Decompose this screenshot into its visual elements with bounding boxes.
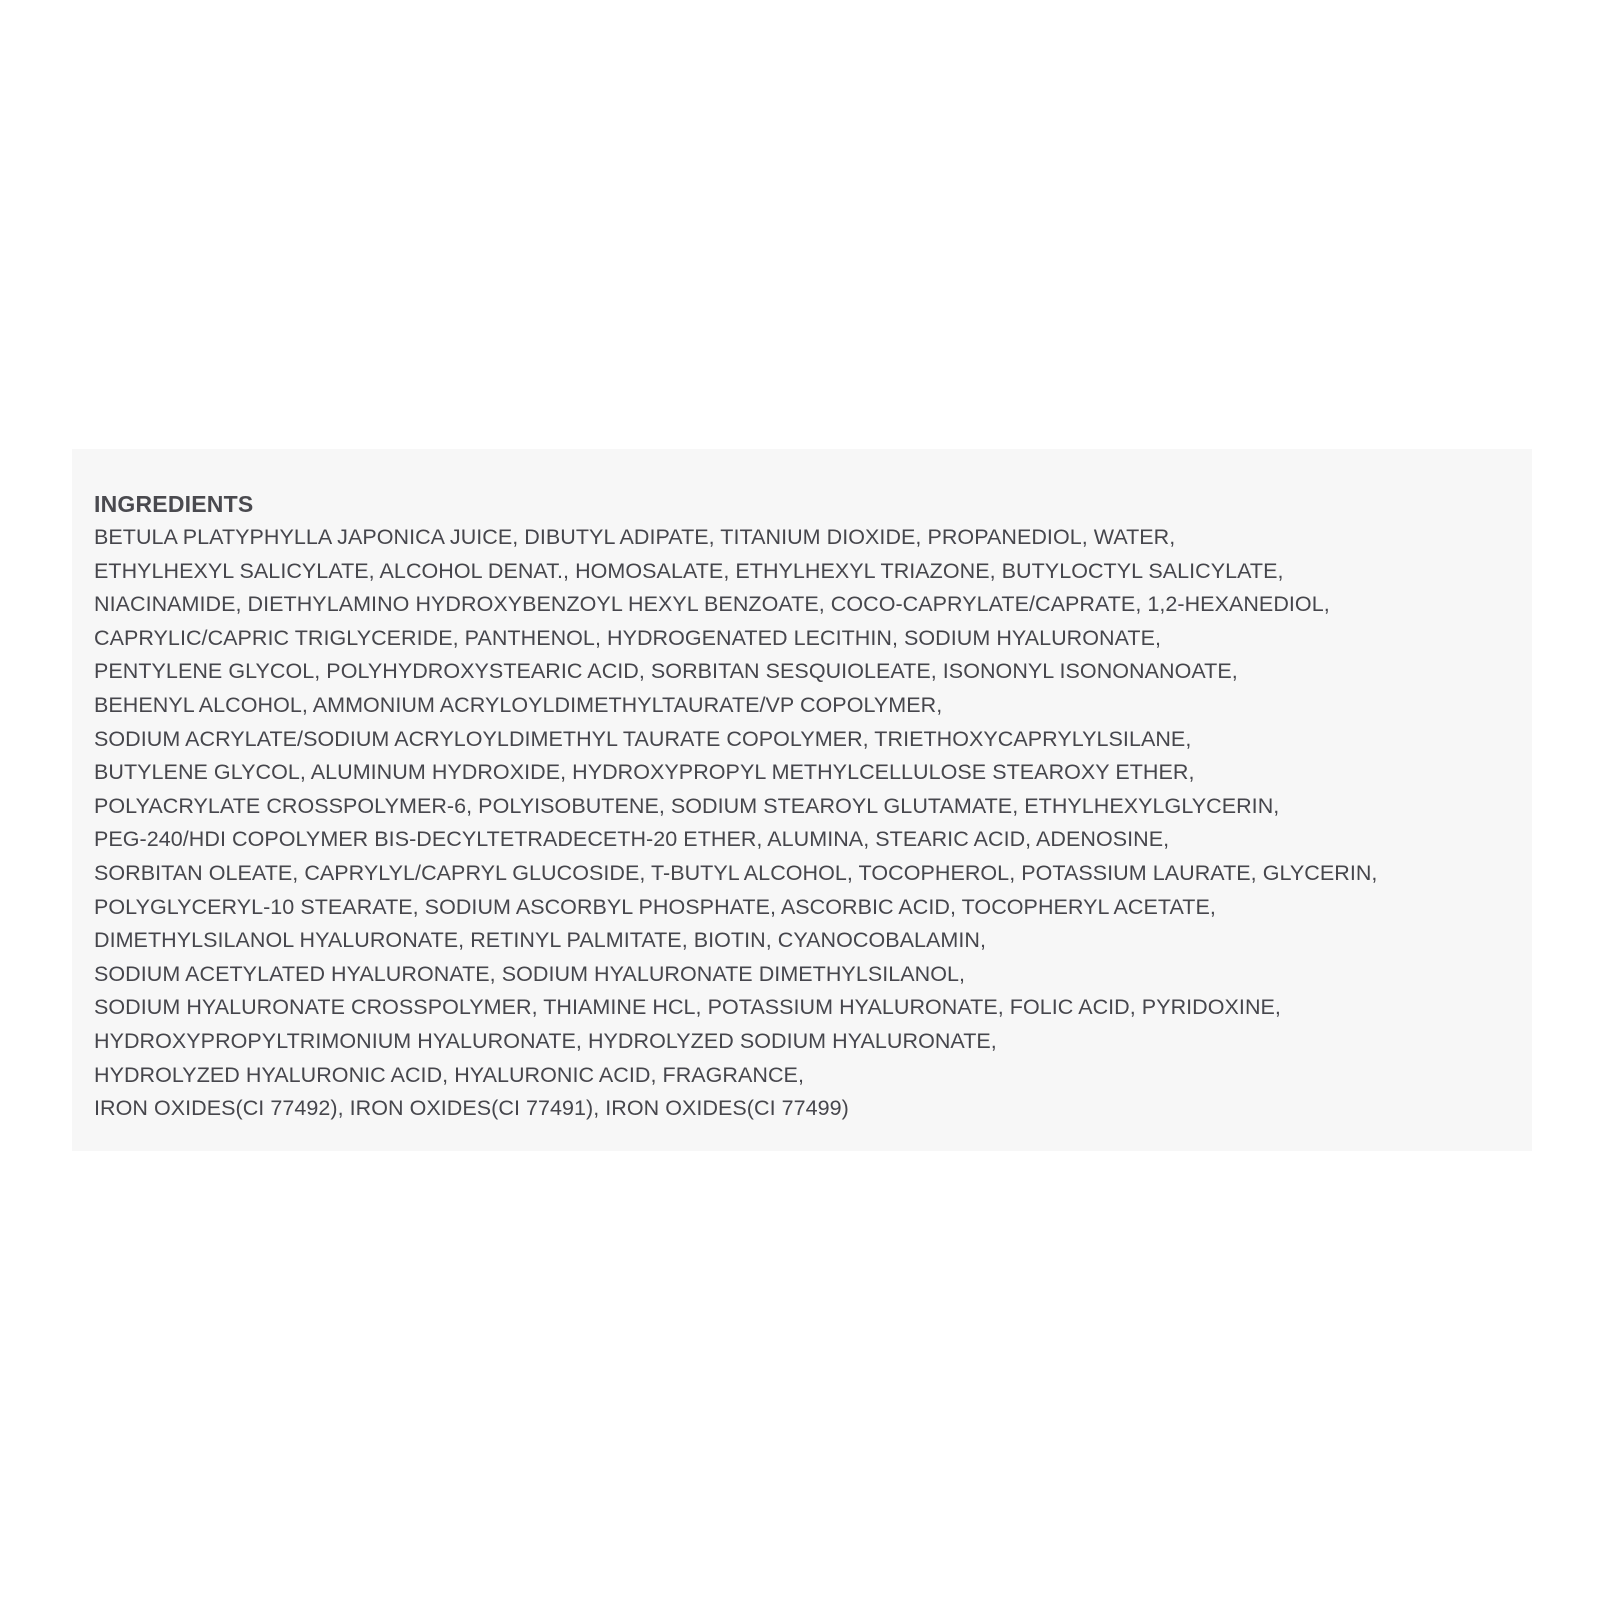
ingredient-line: BETULA PLATYPHYLLA JAPONICA JUICE, DIBUTYL ADIPATE, TITANIUM DIOXIDE, PROPANEDIOL, WATER, [94,525,1176,549]
ingredient-line: BEHENYL ALCOHOL, AMMONIUM ACRYLOYLDIMETHYLTAURATE/VP COPOLYMER, [94,692,943,717]
ingredient-line: HYDROXYPROPYLTRIMONIUM HYALURONATE, HYDROLYZED SODIUM HYALURONATE, [94,1028,997,1053]
ingredient-line: SORBITAN OLEATE, CAPRYLYL/CAPRYL GLUCOSIDE, T-BUTYL ALCOHOL, TOCOPHEROL, POTASSIUM LAURATE, GLYCERIN, [94,860,1378,885]
ingredient-line: BUTYLENE GLYCOL, ALUMINUM HYDROXIDE, HYDROXYPROPYL METHYLCELLULOSE STEAROXY ETHER, [94,760,1195,785]
ingredients-label-panel [72,449,1532,1151]
ingredient-line: ETHYLHEXYL SALICYLATE, ALCOHOL DENAT., HOMOSALATE, ETHYLHEXYL TRIAZONE, BUTYLOCTYL SALICYLATE, [94,558,1284,583]
ingredients-heading: INGREDIENTS [94,491,254,517]
ingredient-line: SODIUM ACRYLATE/SODIUM ACRYLOYLDIMETHYL TAURATE COPOLYMER, TRIETHOXYCAPRYLYLSILANE, [94,726,1192,751]
ingredient-line: SODIUM HYALURONATE CROSSPOLYMER, THIAMINE HCL, POTASSIUM HYALURONATE, FOLIC ACID, PYRIDOXINE, [94,995,1281,1020]
ingredient-line: PENTYLENE GLYCOL, POLYHYDROXYSTEARIC ACID, SORBITAN SESQUIOLEATE, ISONONYL ISONONANOATE, [94,659,1238,684]
ingredient-line: POLYGLYCERYL-10 STEARATE, SODIUM ASCORBYL PHOSPHATE, ASCORBIC ACID, TOCOPHERYL ACETATE, [94,894,1216,919]
ingredient-line: HYDROLYZED HYALURONIC ACID, HYALURONIC ACID, FRAGRANCE, [94,1062,804,1087]
ingredient-line: PEG-240/HDI COPOLYMER BIS-DECYLTETRADECETH-20 ETHER, ALUMINA, STEARIC ACID, ADENOSINE, [94,827,1170,852]
ingredient-line: DIMETHYLSILANOL HYALURONATE, RETINYL PALMITATE, BIOTIN, CYANOCOBALAMIN, [94,928,986,953]
ingredients-list [94,521,1532,1126]
ingredient-line: CAPRYLIC/CAPRIC TRIGLYCERIDE, PANTHENOL, HYDROGENATED LECITHIN, SODIUM HYALURONATE, [94,625,1161,650]
ingredient-line: NIACINAMIDE, DIETHYLAMINO HYDROXYBENZOYL HEXYL BENZOATE, COCO-CAPRYLATE/CAPRATE, 1,2-HEXANEDIOL, [94,592,1330,617]
ingredient-line: SODIUM ACETYLATED HYALURONATE, SODIUM HYALURONATE DIMETHYLSILANOL, [94,961,966,986]
ingredient-line: IRON OXIDES(CI 77492), IRON OXIDES(CI 77491), IRON OXIDES(CI 77499) [94,1096,849,1121]
ingredient-line: POLYACRYLATE CROSSPOLYMER-6, POLYISOBUTENE, SODIUM STEAROYL GLUTAMATE, ETHYLHEXYLGLYCERIN, [94,793,1280,818]
